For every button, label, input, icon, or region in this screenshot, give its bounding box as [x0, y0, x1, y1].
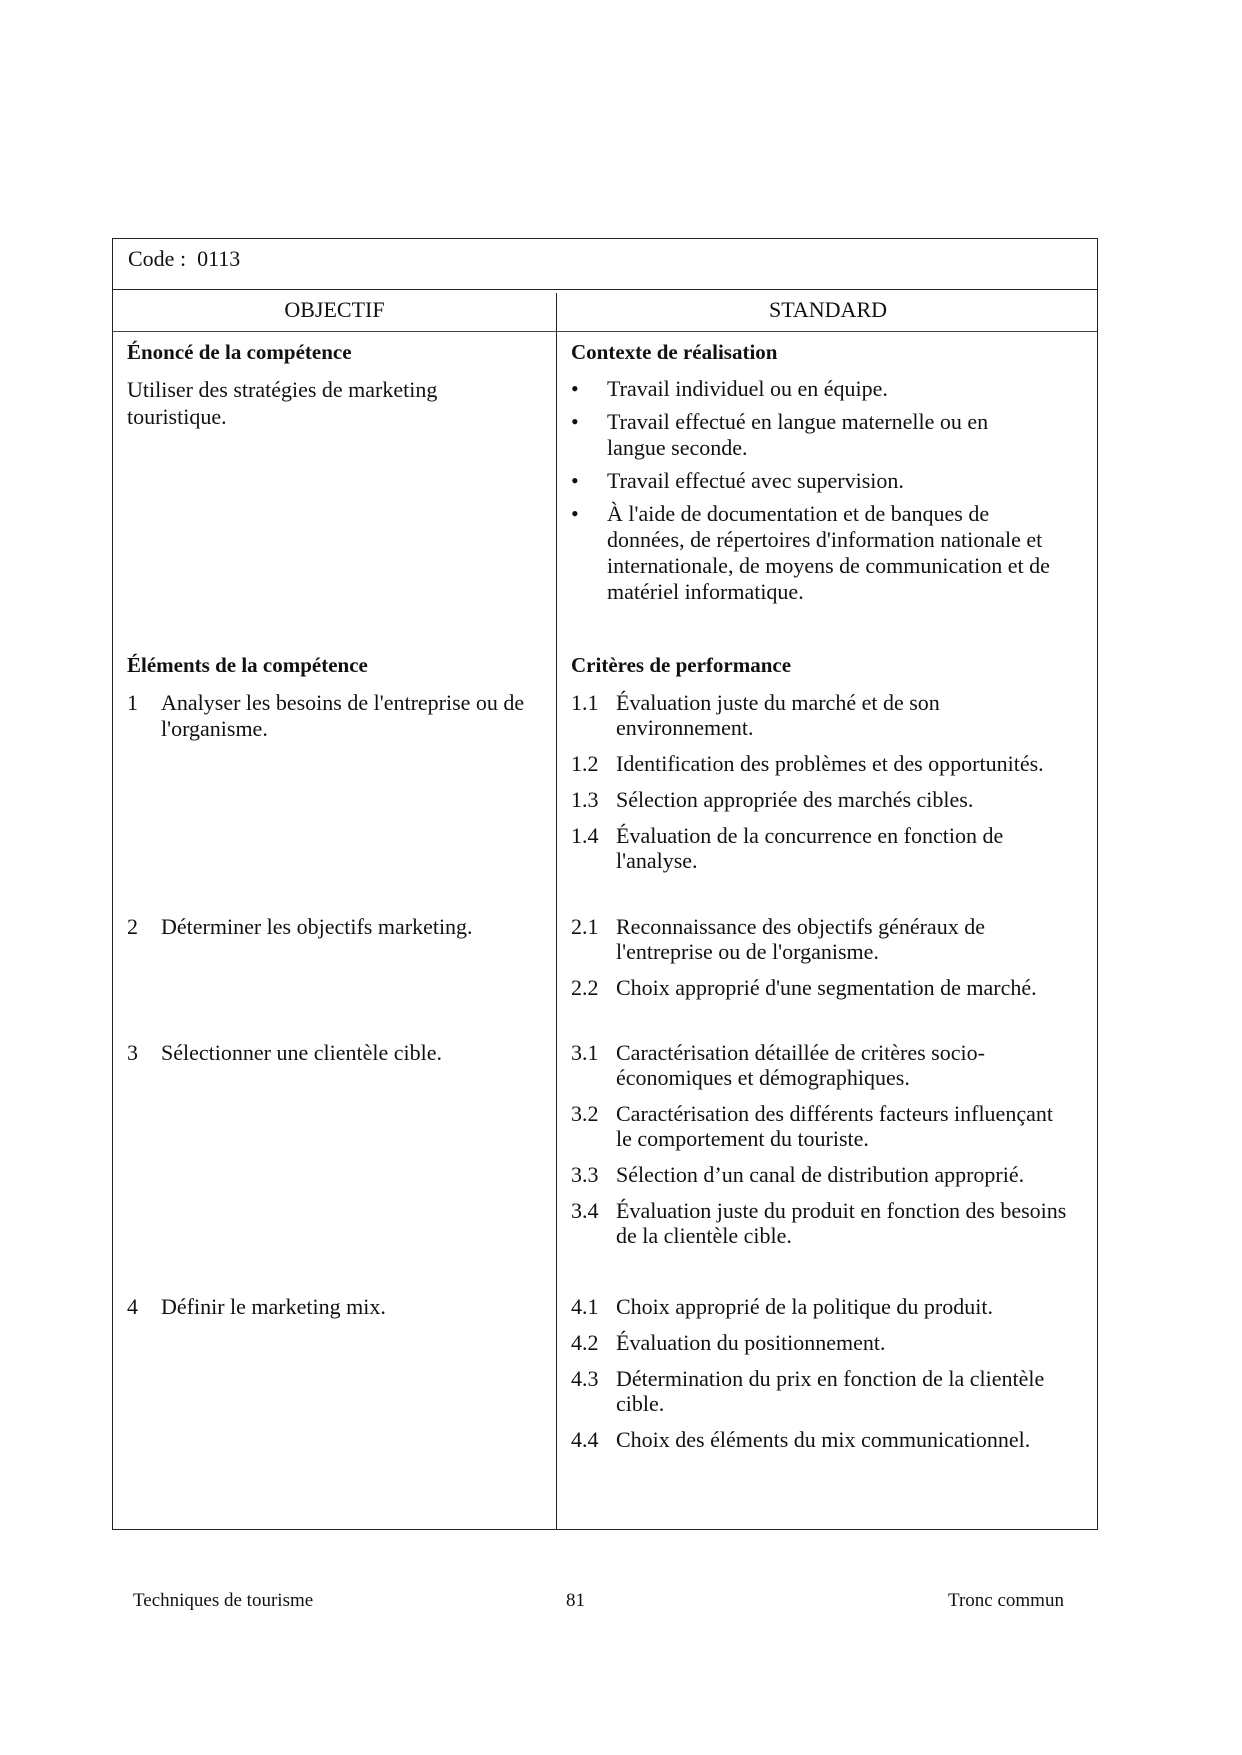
criteres-title: Critères de performance: [571, 653, 792, 677]
footer-program: Techniques de tourisme: [133, 1590, 314, 1611]
critere-item: [571, 787, 1061, 812]
critere-number: 2.1: [571, 914, 599, 939]
bullet-icon: •: [571, 468, 579, 493]
contexte-item-text: Travail effectué en langue maternelle ou en langue seconde.: [607, 409, 989, 460]
critere-item: [571, 1366, 1061, 1416]
element-text: Définir le marketing mix.: [161, 1294, 386, 1319]
critere-text: Sélection appropriée des marchés cibles.: [616, 787, 974, 812]
critere-text: Choix approprié de la politique du produit.: [616, 1294, 993, 1319]
critere-text: Évaluation juste du marché et de son environnement.: [616, 690, 940, 740]
critere-number: 1.3: [571, 787, 599, 812]
element-text: Sélectionner une clientèle cible.: [161, 1040, 442, 1065]
critere-text: Évaluation du positionnement.: [616, 1330, 886, 1355]
footer-section: Tronc commun: [948, 1590, 1064, 1611]
critere-number: 1.4: [571, 823, 599, 848]
critere-item: [571, 1040, 1071, 1090]
code-text: [128, 246, 240, 272]
critere-item: [571, 1162, 1071, 1187]
critere-text: Caractérisation détaillée de critères socio-économiques et démographiques.: [616, 1040, 985, 1090]
critere-item: [571, 1198, 1071, 1248]
bullet-icon: •: [571, 376, 579, 401]
contexte-item: [571, 409, 1051, 461]
critere-item: [571, 975, 1061, 1000]
critere-item: [571, 690, 1061, 740]
critere-number: 4.2: [571, 1330, 599, 1355]
critere-number: 3.4: [571, 1198, 599, 1223]
critere-item: [571, 823, 1061, 873]
contexte-list: [571, 376, 1051, 605]
element-number: 4: [127, 1294, 138, 1319]
critere-item: [571, 751, 1061, 776]
critere-number: 1.2: [571, 751, 599, 776]
contexte-item: [571, 501, 1051, 605]
column-divider: [556, 293, 557, 1529]
element-number: 1: [127, 690, 138, 715]
code-label: Code :: [128, 246, 187, 271]
footer-page-number: 81: [566, 1590, 585, 1611]
critere-number: 3.2: [571, 1101, 599, 1126]
critere-text: Reconnaissance des objectifs généraux de l'entreprise ou de l'organisme.: [616, 914, 985, 964]
header-row: [113, 291, 1097, 332]
element-text: Déterminer les objectifs marketing.: [161, 914, 473, 939]
critere-text: Choix approprié d'une segmentation de marché.: [616, 975, 1037, 1000]
contexte-item-text: Travail individuel ou en équipe.: [607, 376, 888, 401]
elements-title: Éléments de la compétence: [127, 653, 368, 677]
element-item: [127, 1040, 581, 1066]
element-item: [127, 690, 581, 742]
element-item: [127, 914, 581, 940]
critere-item: [571, 914, 1061, 964]
criteres-group-3: [571, 1040, 1071, 1259]
element-text: Analyser les besoins de l'entreprise ou de l'organisme.: [161, 690, 525, 741]
header-standard: STANDARD: [768, 297, 888, 322]
objectif-column: [127, 339, 547, 1319]
contexte-title: Contexte de réalisation: [571, 340, 778, 364]
contexte-item: [571, 376, 1051, 402]
element-number: 2: [127, 914, 138, 939]
standard-column: [571, 339, 1091, 1452]
header-objectif: OBJECTIF: [284, 297, 385, 322]
bullet-icon: •: [571, 501, 579, 526]
critere-text: Évaluation de la concurrence en fonction de l'analyse.: [616, 823, 1004, 873]
critere-text: Caractérisation des différents facteurs influençant le comportement du touriste.: [616, 1101, 1053, 1151]
code-row: [113, 239, 1097, 290]
critere-number: 4.3: [571, 1366, 599, 1391]
critere-number: 4.1: [571, 1294, 599, 1319]
contexte-item-text: À l'aide de documentation et de banques de données, de répertoires d'information nationale et internationale, de moyens de communication et de matériel informatique.: [607, 501, 1050, 604]
competency-table: [112, 238, 1098, 1530]
criteres-group-4: [571, 1294, 1061, 1463]
critere-number: 2.2: [571, 975, 599, 1000]
element-item: [127, 1294, 581, 1320]
critere-item: [571, 1427, 1061, 1452]
critere-number: 3.3: [571, 1162, 599, 1187]
critere-number: 3.1: [571, 1040, 599, 1065]
criteres-group-2: [571, 914, 1061, 1011]
code-value: 0113: [197, 246, 241, 271]
critere-number: 4.4: [571, 1427, 599, 1452]
critere-number: 1.1: [571, 690, 599, 715]
enonce-text: Utiliser des stratégies de marketing touristique.: [127, 377, 438, 429]
critere-item: [571, 1294, 1061, 1319]
critere-text: Sélection d’un canal de distribution approprié.: [616, 1162, 1025, 1187]
critere-text: Évaluation juste du produit en fonction des besoins de la clientèle cible.: [616, 1198, 1067, 1248]
contexte-item: [571, 468, 1051, 494]
contexte-item-text: Travail effectué avec supervision.: [607, 468, 904, 493]
bullet-icon: •: [571, 409, 579, 434]
enonce-title: Énoncé de la compétence: [127, 340, 352, 364]
critere-text: Choix des éléments du mix communicationnel.: [616, 1427, 1031, 1452]
criteres-group-1: [571, 690, 1061, 884]
critere-text: Détermination du prix en fonction de la clientèle cible.: [616, 1366, 1045, 1416]
element-number: 3: [127, 1040, 138, 1065]
critere-item: [571, 1330, 1061, 1355]
critere-item: [571, 1101, 1071, 1151]
critere-text: Identification des problèmes et des opportunités.: [616, 751, 1044, 776]
